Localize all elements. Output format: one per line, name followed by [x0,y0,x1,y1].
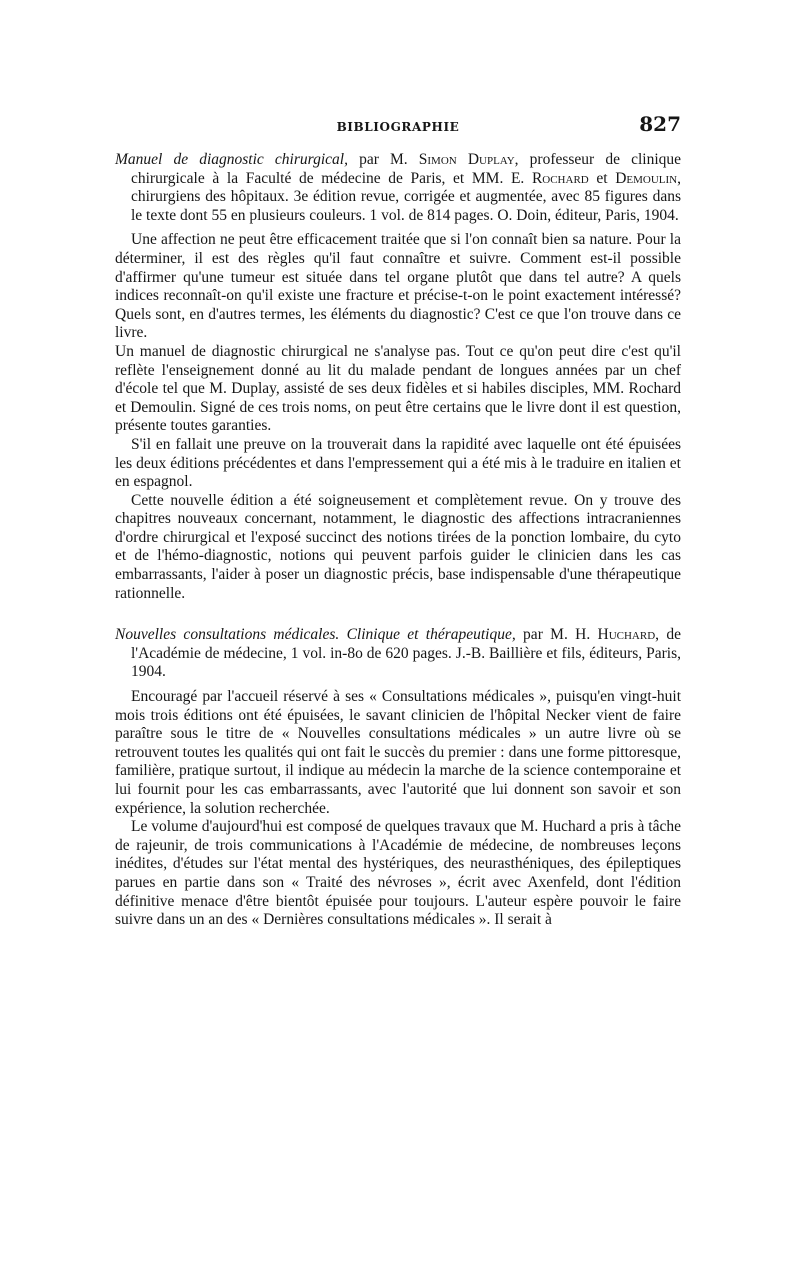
entry-2-title: Nouvelles consultations médicales. Clinique et thérapeutique, [115,626,516,644]
entry-1-details-1: , professeur de clinique chirurgicale à la Faculté de médecine de Paris, et MM. E. [131,151,682,187]
page-number: 827 [639,112,681,136]
entry-1-paragraph: S'il en fallait une preuve on la trouverait dans la rapidité avec laquelle ont été épuisées les deux éditions précédentes et dans l'empressement qui a été mis à le traduire en italien et en espagnol. [115,435,681,491]
entry-2-by: par M. H. [515,626,598,644]
entry-1-author-3: Demoulin [615,169,678,187]
entry-2-paragraph: Encouragé par l'accueil réservé à ses « Consultations médicales », puisqu'en vingt-huit mois trois éditions ont été épuisées, le savant clinicien de l'hôpital Necker vient de faire paraître sous le titre de « Nouvelles consultations médicales » un autre livre où se retrouvent toutes les qualités qui ont fait le succès du premier : dans une forme pittoresque, familière, pratique surtout, il indique au médecin la marche de la science contemporaine et lui fournit pour les cas embarrassants, avec l'autorité que lui donnent son savoir et son expérience, la solution recherchée. [115,688,681,817]
entry-2-author-1: Huchard [597,626,656,644]
entry-2-header [115,626,681,682]
entry-1-header [115,151,681,225]
entry-1-author-2: Rochard [531,169,589,187]
entry-2-paragraph: Le volume d'aujourd'hui est composé de quelques travaux que M. Huchard a pris à tâche de rajeunir, de trois communications à l'Académie de médecine, de nombreuses leçons inédites, d'études sur l'état mental des hystériques, des neurasthéniques, des épileptiques parues en partie dans son « Traité des névroses », écrit avec Axenfeld, dont l'édition définitive menace d'être bientôt épuisée pour toujours. L'auteur espère pouvoir le faire suivre dans un an des « Dernières consultations médicales ». Il serait à [115,818,681,929]
entry-1-paragraph: Une affection ne peut être efficacement traitée que si l'on connaît bien sa nature. Pour la déterminer, il est des règles qu'il faut connaître et suivre. Comment est-il possible d'affirmer qu'une tumeur est située dans tel organe plutôt que dans tel autre? A quels indices reconnaît-on qu'il existe une fracture et précise-t-on le point exactement intéressé? Quels sont, en d'autres termes, les éléments du diagnostic? C'est ce que l'on trouve dans ce livre. [115,231,681,342]
entry-1-paragraph: Cette nouvelle édition a été soigneusement et complètement revue. On y trouve des chapitres nouveaux concernant, notamment, le diagnostic des affections intracraniennes d'ordre chirurgical et l'exposé succinct des notions tirées de la ponction lombaire, du cyto et de l'hémo-diagnostic, notions qui peuvent parfois guider le clinicien dans les cas embarrassants, l'aider à poser un diagnostic précis, base indispensable d'une thérapeutique rationnelle. [115,491,681,602]
running-header [115,112,681,142]
entry-1-by: par M. [347,151,419,168]
entry-1-details-2: , chirurgiens des hôpitaux. 3e édition revue, corrigée et augmentée, avec 85 figures dans le texte dont 55 en plusieurs couleurs. 1 vol. de 814 pages. O. Doin, éditeur, Paris, 1904. [131,169,681,224]
running-title: BIBLIOGRAPHIE [336,120,460,134]
entry-1-title: Manuel de diagnostic chirurgical, [115,151,348,168]
entry-1-and: et [588,169,616,187]
book-page [115,112,681,930]
entry-2-details-1: , de l'Académie de médecine, 1 vol. in-8o de 620 pages. J.-B. Baillière et fils, éditeurs, Paris, 1904. [131,626,681,681]
entry-1-paragraph: Un manuel de diagnostic chirurgical ne s'analyse pas. Tout ce qu'on peut dire c'est qu'il reflète l'enseignement donné au lit du malade pendant de longues années par un chef d'école tel que M. Duplay, assisté de ses deux fidèles et si habiles disciples, MM. Rochard et Demoulin. Signé de ces trois noms, on peut être certains que le livre dont il est question, présente toutes garanties. [115,342,681,435]
entry-1-author-1: Simon Duplay [418,151,515,168]
